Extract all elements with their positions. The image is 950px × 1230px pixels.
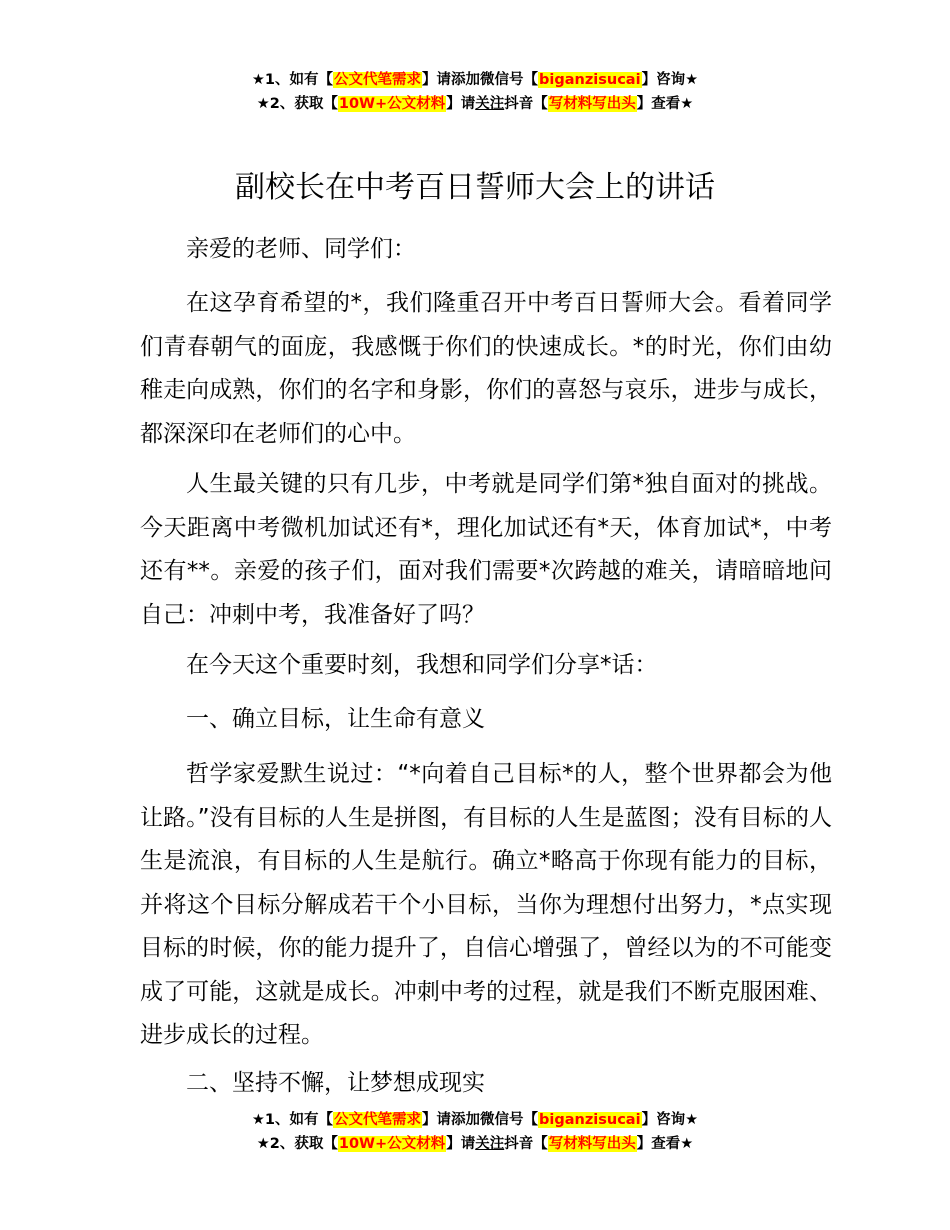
document-title: 副校长在中考百日誓师大会上的讲话 [235, 170, 715, 205]
highlight-wechat-id: biganzisucai [539, 72, 641, 88]
highlight-materials: 10W+公文材料 [338, 96, 446, 112]
footer-line-2: ★2、获取【10W+公文材料】请关注抖音【写材料写出头】查看★ [256, 1136, 694, 1152]
highlight-douyin-account: 写材料写出头 [548, 96, 636, 112]
paragraph-goals: 哲学家爱默生说过：“*向着自己目标*的人，整个世界都会为他让路。”没有目标的人生是拼图，有目标的人生是蓝图；没有目标的人生是流浪，有目标的人生是航行。确立*略高于你现有能力的目标，并将这个目标分解成若干个小目标，当你为理想付出努力，*点实现目标的时候，你的能力提升了，自信心增强了，曾经以为的不可能变成了可能，这就是成长。冲刺中考的过程，就是我们不断克服困难、进步成长的过程。 [140, 761, 832, 1048]
footer-line-1: ★1、如有【公文代笔需求】请添加微信号【biganzisucai】咨询★ [251, 1112, 699, 1128]
greeting: 亲爱的老师、同学们： [186, 236, 416, 262]
footer-banner [0, 1108, 950, 1156]
section-heading-1: 一、确立目标，让生命有意义 [186, 706, 485, 732]
paragraph-share: 在今天这个重要时刻，我想和同学们分享*话： [186, 652, 658, 678]
banner-line-1: ★1、如有【公文代笔需求】请添加微信号【biganzisucai】咨询★ [251, 72, 699, 88]
highlight-wechat-id: biganzisucai [539, 1112, 641, 1128]
highlight-materials: 10W+公文材料 [338, 1136, 446, 1152]
section-heading-2: 二、坚持不懈，让梦想成现实 [186, 1070, 485, 1096]
highlight-service: 公文代笔需求 [334, 1112, 422, 1128]
paragraph-challenge: 人生最关键的只有几步，中考就是同学们第*独自面对的挑战。今天距离中考微机加试还有*，理化加试还有*天，体育加试*，中考还有**。亲爱的孩子们，面对我们需要*次跨越的难关，请暗暗地问自己：冲刺中考，我准备好了吗？ [140, 471, 832, 628]
highlight-service: 公文代笔需求 [334, 72, 422, 88]
paragraph-intro: 在这孕育希望的*，我们隆重召开中考百日誓师大会。看着同学们青春朝气的面庞，我感慨于你们的快速成长。*的时光，你们由幼稚走向成熟，你们的名字和身影，你们的喜怒与哀乐，进步与成长，都深深印在老师们的心中。 [140, 290, 832, 447]
highlight-douyin-account: 写材料写出头 [548, 1136, 636, 1152]
banner-line-2: ★2、获取【10W+公文材料】请关注抖音【写材料写出头】查看★ [256, 96, 694, 112]
header-banner [0, 68, 950, 116]
